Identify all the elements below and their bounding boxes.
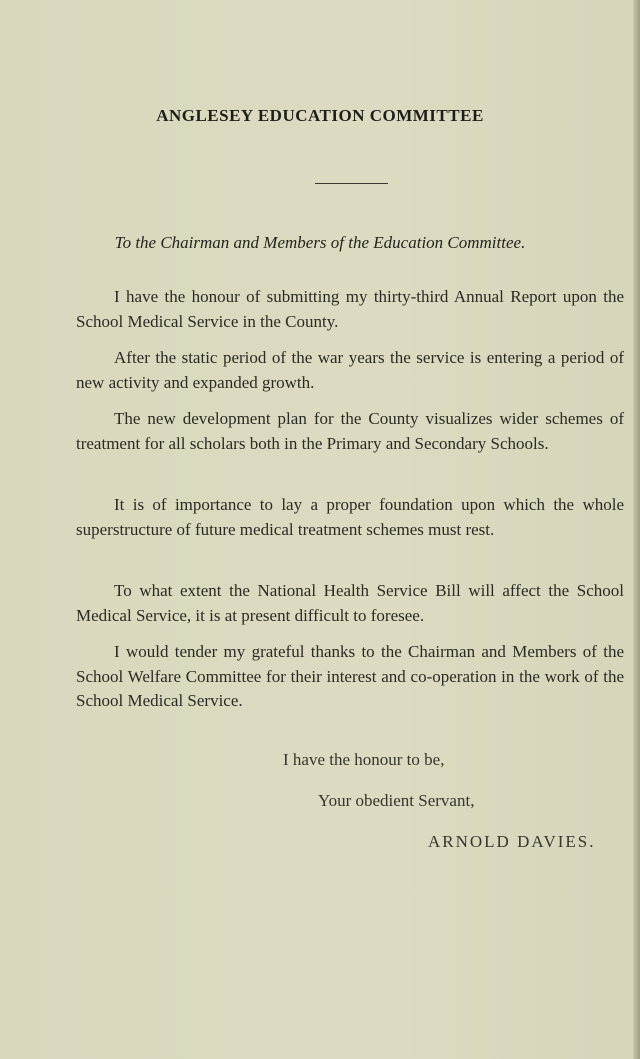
paragraph-2 xyxy=(76,346,624,395)
paragraph-3 xyxy=(76,407,624,456)
closing-line-2: Your obedient Servant, xyxy=(318,791,475,810)
document-heading: ANGLESEY EDUCATION COMMITTEE xyxy=(156,106,484,125)
paragraph-6 xyxy=(76,640,624,714)
paragraph-5 xyxy=(76,579,624,628)
paragraph-text: To what extent the National Health Service Bill will affect the School Medical Service, it is at present difficult to foresee. xyxy=(76,581,624,625)
paragraph-text: The new development plan for the County visualizes wider schemes of treatment for all scholars both in the Primary and Secondary Schools. xyxy=(76,409,624,453)
paragraph-text: I have the honour of submitting my thirty-third Annual Report upon the School Medical Service in the County. xyxy=(76,287,624,331)
divider-rule xyxy=(315,183,388,184)
paragraph-text: After the static period of the war years the service is entering a period of new activity and expanded growth. xyxy=(76,348,624,392)
paragraph-text: It is of importance to lay a proper foundation upon which the whole superstructure of future medical treatment schemes must rest. xyxy=(76,495,624,539)
signature: ARNOLD DAVIES. xyxy=(428,832,596,851)
page-edge-shadow xyxy=(633,0,640,1059)
paragraph-text: I would tender my grateful thanks to the Chairman and Members of the School Welfare Committee for their interest and co-operation in the work of the School Medical Service. xyxy=(76,642,624,710)
paragraph-4 xyxy=(76,493,624,542)
paragraph-1 xyxy=(76,285,624,334)
salutation: To the Chairman and Members of the Education Committee. xyxy=(114,233,526,252)
closing-line-1: I have the honour to be, xyxy=(283,750,445,769)
